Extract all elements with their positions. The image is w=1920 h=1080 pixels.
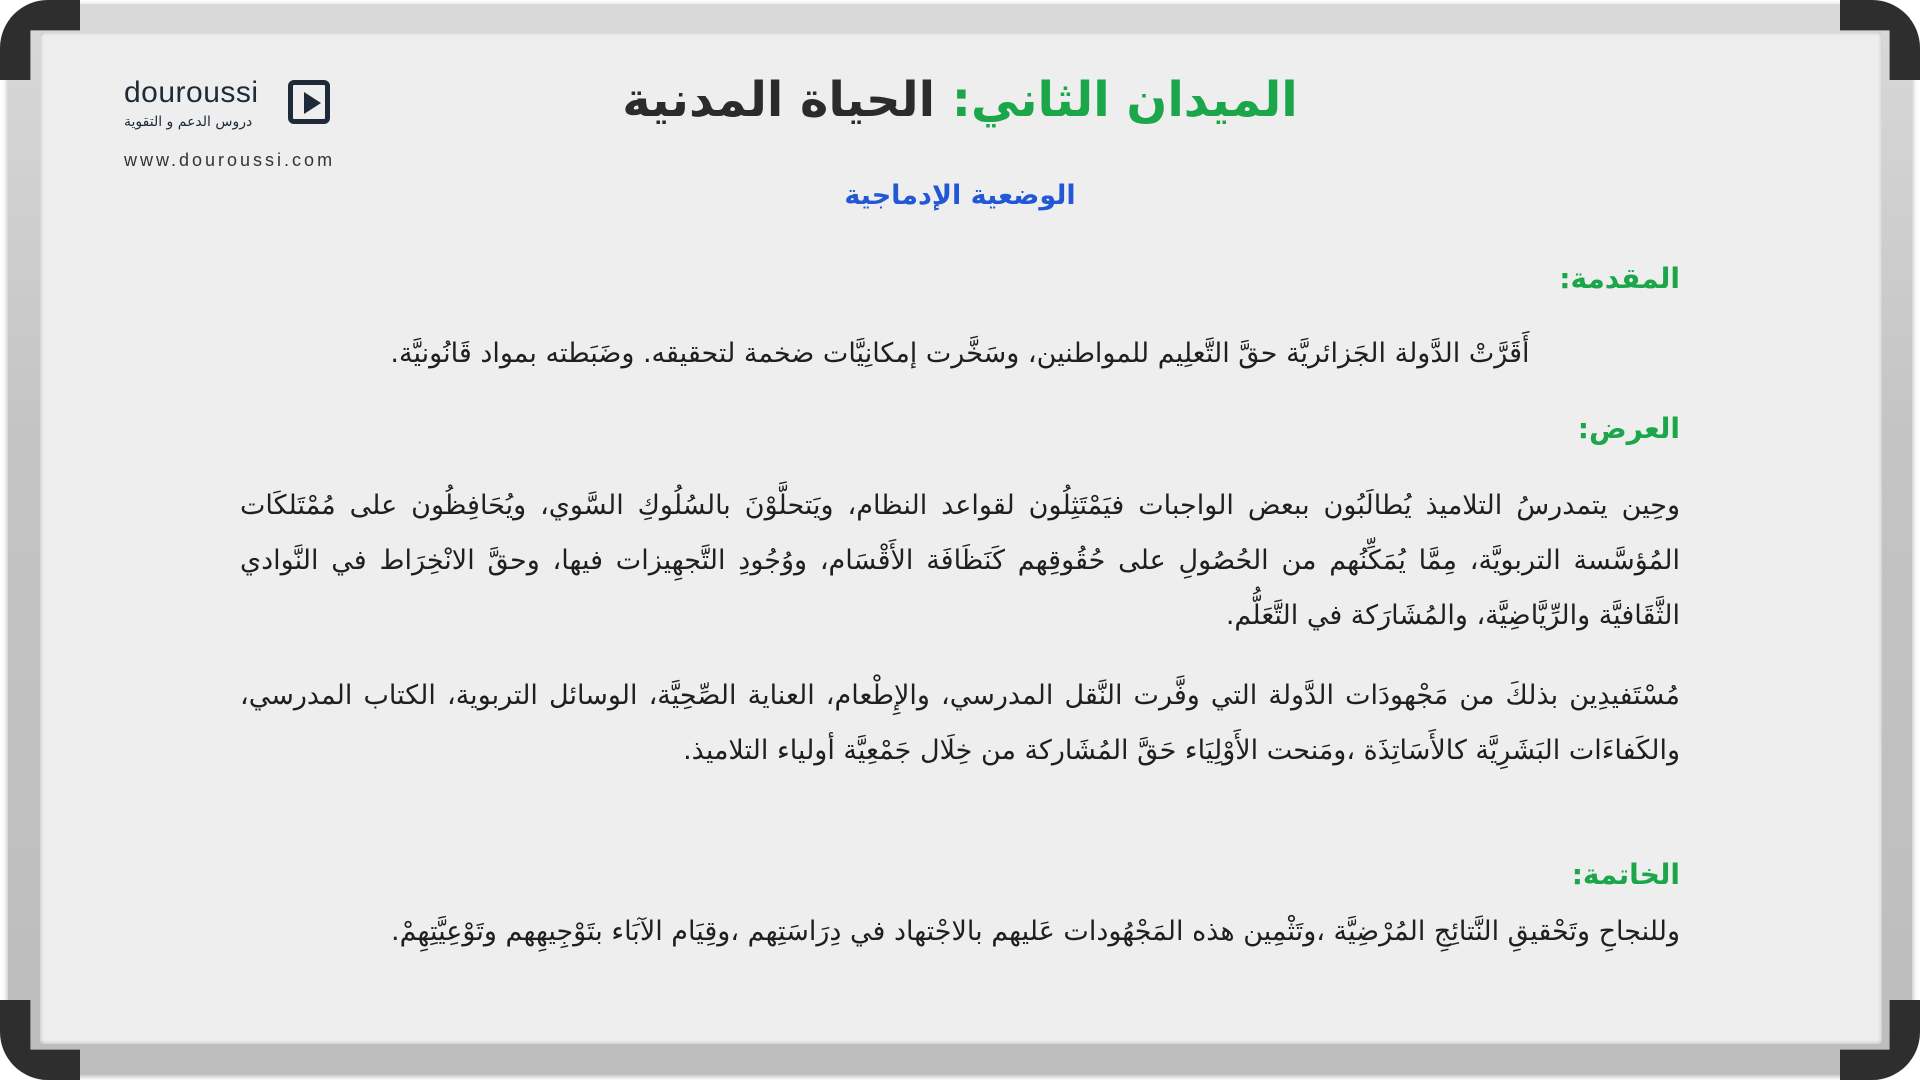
body-heading: العرض: [1577, 412, 1680, 445]
title-domain: الميدان الثاني: [935, 72, 1298, 128]
intro-paragraph: أَقَرَّتْ الدَّولة الجَزائريَّة حقَّ التَّعلِيم للمواطنين، وسَخَّرت إمكانِيَّات ضخمة لتحقيقه. وضَبَطته بمواد قَانُونيَّة. [390, 338, 1530, 369]
page-title [560, 72, 1360, 128]
conclusion-paragraph: وللنجاحِ وتَحْقيقِ النَّتائِجِ المُرْضِيَّة ،وتَثْمِين هذه المَجْهُودات عَليهم بالاجْتهاد في دِرَاسَتِهم ،وقِيَام الآبَاء بتَوْجِيهِهم وتَوْعِيَّتِهِمْ. [391, 916, 1680, 947]
title-topic: الحياة المدنية [622, 72, 936, 128]
brand-logo [124, 78, 374, 130]
page-subtitle: الوضعية الإدماجية [844, 180, 1076, 211]
logo-url: www.douroussi.com [124, 150, 336, 170]
intro-heading: المقدمة: [1559, 262, 1680, 295]
conclusion-heading: الخاتمة: [1571, 858, 1680, 891]
body-paragraph-2: مُسْتَفيدِين بذلكَ من مَجْهودَات الدَّولة التي وفَّرت النَّقل المدرسي، والإِطْعام، العناية الصِّحِيَّة، الوسائل التربوية، الكتاب المدرسي، والكَفاءَات البَشَرِيَّة كالأَسَاتِذَة ،ومَنحت الأَوْلِيَاء حَقَّ المُشَاركة من خِلَال جَمْعِيَّة أولياء التلاميذ. [240, 680, 1680, 766]
play-icon [288, 80, 330, 124]
logo-subtitle: دروس الدعم و التقوية [124, 114, 253, 130]
body-paragraph-1: وحِين يتمدرسُ التلاميذ يُطالَبُون ببعض الواجبات فيَمْتَثِلُون لقواعد النظام، ويَتحلَّوْنَ بالسُلُوكِ السَّوي، ويُحَافِظُون على مُمْتَلكَات المُؤسَّسة التربويَّة، مِمَّا يُمَكِّنُهم من الحُصُولِ على حُقُوقِهم كَنَظَافَة الأَقْسَام، ووُجُودِ التَّجهِيزات فيها، وحقَّ الانْخِرَاط في النَّوادي الثَّقَافيَّة والرِّيَّاضِيَّة، والمُشَارَكة في التَّعَلُّم. [240, 490, 1680, 631]
logo-name: douroussi [124, 76, 259, 109]
